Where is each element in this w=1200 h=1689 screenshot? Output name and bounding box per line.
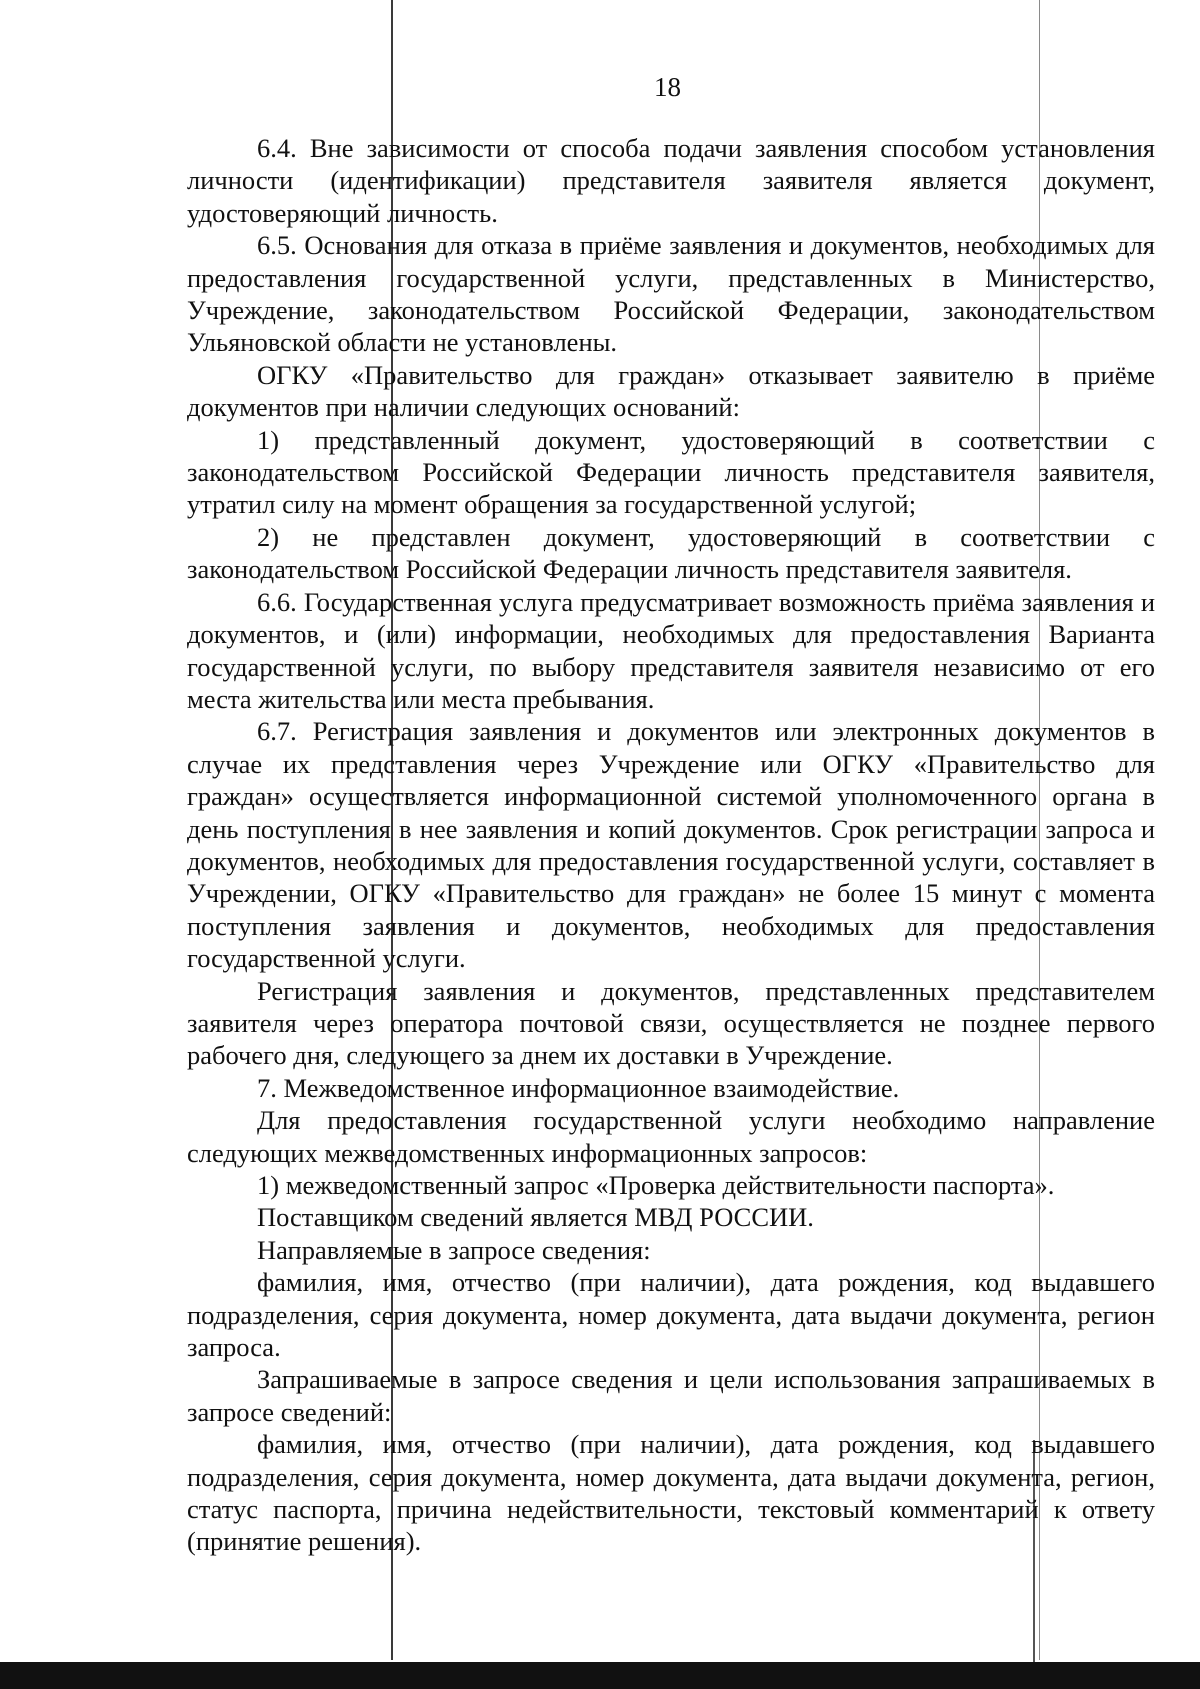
paragraph-requested-data: фамилия, имя, отчество (при наличии), дата рождения, код выдавшего подразделения, серия документа, номер документа, дата выдачи документа, регион, статус паспорта, причина недействительности, текстовый комментарий к ответу (принятие решения). [187,1429,1155,1557]
paragraph-ground-2: 2) не представлен документ, удостоверяющий в соответствии с законодательством Российской Федерации личность представителя заявителя. [187,521,1155,585]
paragraph-refusal-intro: ОГКУ «Правительство для граждан» отказывает заявителю в приёме документов при наличии следующих оснований: [187,359,1155,423]
scan-artifact-bottom-border [0,1662,1200,1689]
paragraph-sent-data: фамилия, имя, отчество (при наличии), дата рождения, код выдавшего подразделения, серия документа, номер документа, дата выдачи документа, регион запроса. [187,1267,1155,1363]
document-body [187,132,1155,1558]
paragraph-sent-data-heading: Направляемые в запросе сведения: [257,1234,651,1265]
paragraph-requests-intro: Для предоставления государственной услуги необходимо направление следующих межведомственных информационных запросов: [187,1105,1155,1168]
page-number: 18 [654,72,681,102]
paragraph-registration-post: Регистрация заявления и документов, представленных представителем заявителя через оператора почтовой связи, осуществляется не позднее первого рабочего дня, следующего за днем их доставки в Учреждение. [187,975,1155,1071]
paragraph-6-6: 6.6. Государственная услуга предусматривает возможность приёма заявления и документов, и (или) информации, необходимых для предоставления Варианта государственной услуги, по выбору представителя заявителя независимо от его места жительства или места пребывания. [187,586,1155,714]
paragraph-ground-1: 1) представленный документ, удостоверяющий в соответствии с законодательством Российской Федерации личность представителя заявителя, утратил силу на момент обращения за государственной услугой; [187,424,1155,520]
paragraph-6-4: 6.4. Вне зависимости от способа подачи заявления способом установления личности (идентификации) представителя заявителя является документ, удостоверяющий личность. [187,133,1155,228]
paragraph-provider: Поставщиком сведений является МВД РОССИИ. [257,1202,814,1233]
paragraph-6-7: 6.7. Регистрация заявления и документов или электронных документов в случае их представления через Учреждение или ОГКУ «Правительство для граждан» осуществляется информационной системой уполномоченного органа в день поступления в нее заявления и копий документов. Срок регистрации запроса и документов, необходимых для предоставления государственной услуги, составляет в Учреждении, ОГКУ «Правительство для граждан» не более 15 минут с момента поступления заявления и документов, необходимых для предоставления государственной услуги. [187,716,1155,974]
paragraph-6-5: 6.5. Основания для отказа в приёме заявления и документов, необходимых для предоставления государственной услуги, представленных в Министерство, Учреждение, законодательством Российской Федерации, законодательством Ульяновской области не установлены. [187,230,1155,358]
paragraph-request-1: 1) межведомственный запрос «Проверка действительности паспорта». [257,1170,1055,1200]
paragraph-7-heading: 7. Межведомственное информационное взаимодействие. [257,1072,900,1103]
paragraph-requested-data-heading: Запрашиваемые в запросе сведения и цели использования запрашиваемых в запросе сведений: [187,1364,1155,1427]
